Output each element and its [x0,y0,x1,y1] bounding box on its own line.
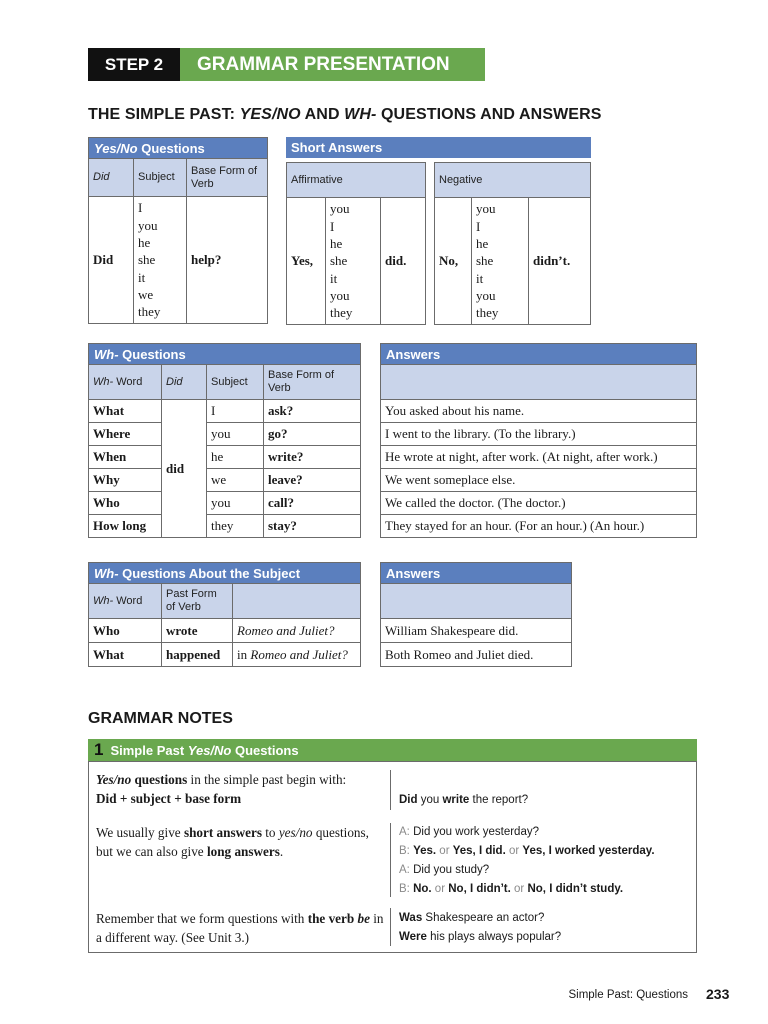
answer-row: He wrote at night, after work. (At night, after work.) [381,446,697,469]
column-header [381,365,697,400]
table-row [89,446,361,469]
example-dialog: A: Did you work yesterday? B: Yes. or Yes, I did. or Yes, I worked yesterday. A: Did you study? B: No. or No, I didn’t. or No, I didn’t study. [399,826,655,895]
column-header: Negative [435,163,591,198]
answer-row: We went someplace else. [381,469,697,492]
wh-word: Who [89,619,162,643]
verb-cell: stay? [264,515,361,538]
answer-row: I went to the library. (To the library.) [381,423,697,446]
grammar-notes-title: GRAMMAR NOTES [88,710,233,727]
wh-word: What [89,643,162,667]
column-header: Wh- Word [89,584,162,619]
note-title: Simple Past Yes/No Questions [110,742,299,758]
yes-no-questions-table [88,137,268,324]
verb-cell: go? [264,423,361,446]
column-header: Did [162,365,207,400]
note-text: Remember that we form questions with the verb be in a different way. (See Unit 3.) [96,911,384,945]
object-cell: in Romeo and Juliet? [233,643,361,667]
wh-word: Who [89,492,162,515]
object-cell: Romeo and Juliet? [233,619,361,643]
subject-cell: you [207,423,264,446]
answer-row: They stayed for an hour. (For an hour.) (An hour.) [381,515,697,538]
wh-answers-table [380,343,697,538]
divider [390,823,391,897]
table-row [89,515,361,538]
answer-row: William Shakespeare did. [381,619,572,643]
column-header [381,584,572,619]
did-cell: did [162,400,207,538]
wh-word: When [89,446,162,469]
verb-cell: call? [264,492,361,515]
affirmative-answers-table [286,162,426,325]
section-banner: GRAMMAR PRESENTATION [180,48,485,81]
table-row [89,469,361,492]
verb-cell: write? [264,446,361,469]
footer-chapter-label: Simple Past: Questions [568,989,688,1001]
table-header: Answers [381,344,697,365]
verb-cell: help? [187,197,268,324]
answer-row: You asked about his name. [381,400,697,423]
table-header: Yes/No Questions [89,138,268,159]
verb-cell: happened [162,643,233,667]
column-header: Did [89,159,134,197]
did-cell: Did [89,197,134,324]
column-header: Subject [207,365,264,400]
step-label: STEP 2 [88,48,180,81]
divider [390,908,391,946]
negative-answers-table [434,162,591,325]
note-text: Yes/no questions in the simple past begin with: Did + subject + base form [96,772,347,806]
verb-cell: ask? [264,400,361,423]
subject-cell: I [207,400,264,423]
column-header: Base Form of Verb [187,159,268,197]
note-header [88,739,697,761]
table-row [89,619,361,643]
table-header: Wh- Questions About the Subject [89,563,361,584]
table-row [89,400,361,423]
subject-questions-table [88,562,361,667]
short-answers-header: Short Answers [286,137,591,158]
subject-list: you I he she it you they [472,198,529,325]
wh-questions-table [88,343,361,538]
no-cell: No, [435,198,472,325]
verb-cell: leave? [264,469,361,492]
column-header: Affirmative [287,163,426,198]
column-header: Wh- Word [89,365,162,400]
wh-word: Why [89,469,162,492]
note-number: 1 [94,740,104,759]
subject-list: you I he she it you they [326,198,381,325]
wh-word: How long [89,515,162,538]
page-title: THE SIMPLE PAST: YES/NO AND WH- QUESTIONS AND ANSWERS [88,106,602,123]
note-text: We usually give short answers to yes/no questions, but we can also give long answers. [96,825,369,859]
table-row [89,643,361,667]
column-header: Past Form of Verb [162,584,233,619]
wh-word: Where [89,423,162,446]
wh-word: What [89,400,162,423]
answer-row: Both Romeo and Juliet died. [381,643,572,667]
subject-list: I you he she it we they [134,197,187,324]
table-row [89,492,361,515]
did-cell: did. [381,198,426,325]
table-header: Wh- Questions [89,344,361,365]
subject-cell: we [207,469,264,492]
subject-answers-table [380,562,572,667]
column-header [233,584,361,619]
subject-cell: you [207,492,264,515]
table-row [89,423,361,446]
table-header: Answers [381,563,572,584]
example-sentence: Was Shakespeare an actor? Were his plays always popular? [399,912,562,943]
subject-cell: they [207,515,264,538]
yes-cell: Yes, [287,198,326,325]
verb-cell: wrote [162,619,233,643]
subject-cell: he [207,446,264,469]
didnt-cell: didn’t. [529,198,591,325]
column-header: Subject [134,159,187,197]
example-sentence: Did you write the report? [399,794,529,806]
column-header: Base Form of Verb [264,365,361,400]
page-number: 233 [706,986,730,1002]
divider [390,770,391,810]
answer-row: We called the doctor. (The doctor.) [381,492,697,515]
